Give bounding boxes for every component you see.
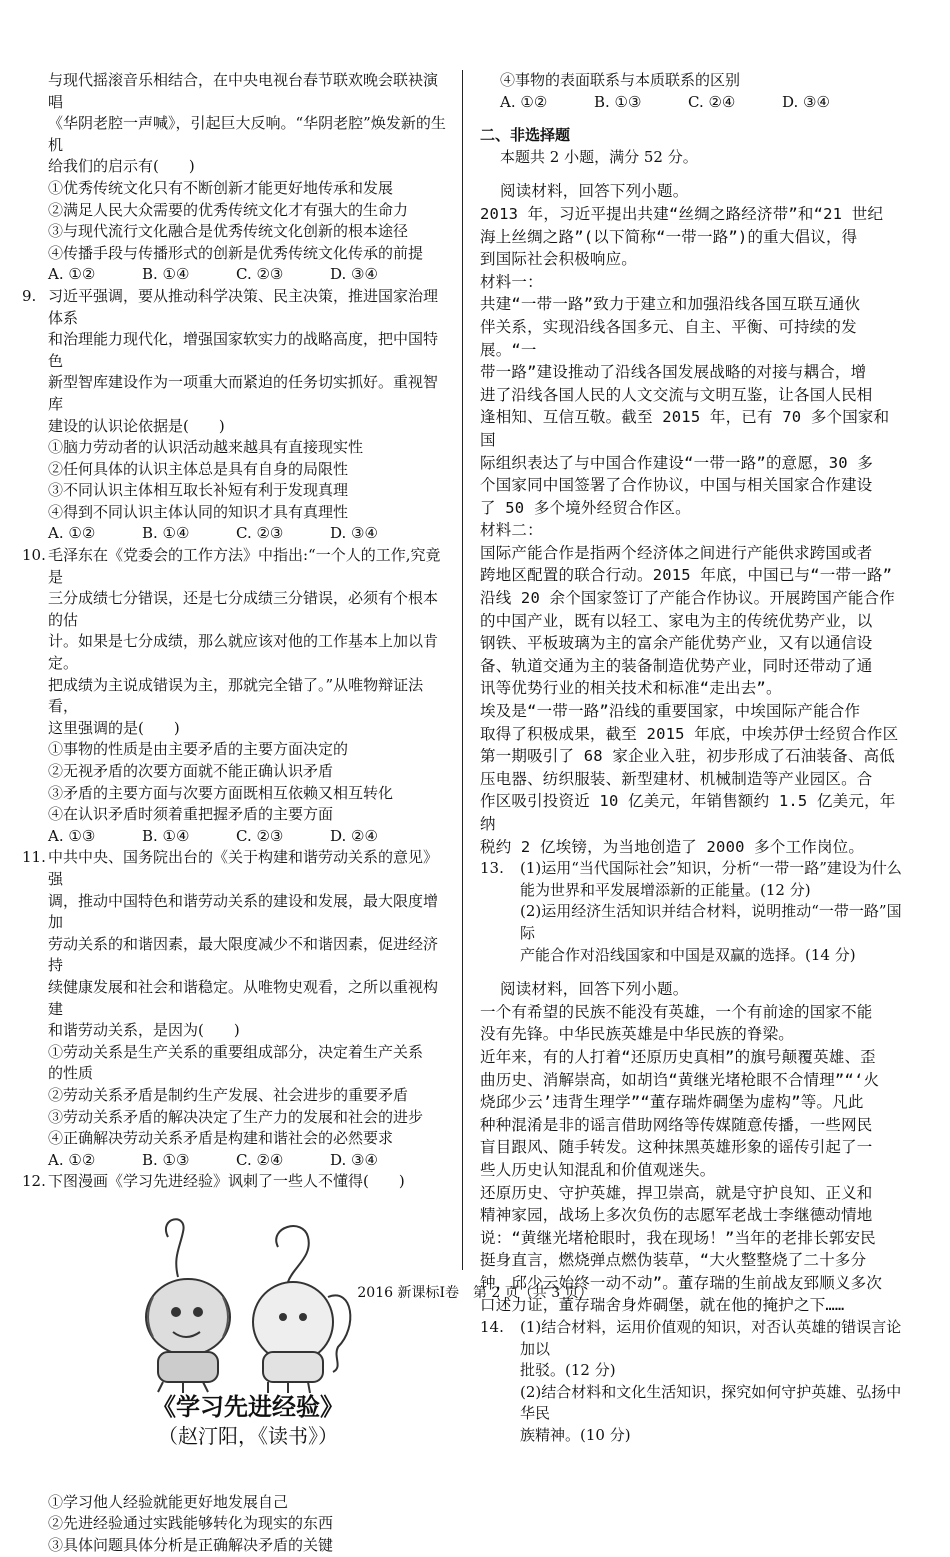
intro-line: 到国际社会积极响应。 <box>480 250 638 269</box>
q10-option: ③矛盾的主要方面与次要方面既相互依赖又相互转化 <box>48 783 394 802</box>
q12-option: ②先进经验通过实践能够转化为现实的东西 <box>48 1514 334 1533</box>
choice-a: A. ①③ <box>48 826 96 845</box>
q11-choices <box>28 1150 448 1172</box>
material-line: 国际产能合作是指两个经济体之间进行产能供求跨国或者 <box>480 543 873 562</box>
question-number: 12. <box>22 1172 46 1191</box>
q13-part2-line: 产能合作对沿线国家和中国是双赢的选择。(14 分) <box>520 945 856 964</box>
choice-d: D. ②④ <box>330 826 378 845</box>
material-line: 进了沿线各国人民的人文交流与文明互鉴，让各国人民相 <box>480 385 873 404</box>
reading-instruction: 阅读材料，回答下列小题。 <box>500 980 689 999</box>
material-line: 际组织表达了与中国合作建设“一带一路”的意愿，30 多 <box>480 453 874 472</box>
q11-option: ①劳动关系是生产关系的重要组成部分，决定着生产关系 <box>48 1042 424 1061</box>
q8-option: ④传播手段与传播形式的创新是优秀传统文化传承的前提 <box>48 243 424 262</box>
q8-stem-line: 给我们的启示有( ) <box>48 157 195 176</box>
cartoon-subtitle: （赵汀阳，《读书》） <box>158 1424 338 1449</box>
q9-stem-line: 建设的认识论依据是( ) <box>48 416 225 435</box>
choice-a: A. ①② <box>48 1150 96 1169</box>
q8-option: ②满足人民大众需要的优秀传统文化才有强大的生命力 <box>48 200 409 219</box>
material-line: 压电器、纺织服装、新型建材、机械制造等产业园区。合 <box>480 769 873 788</box>
q8-option: ①优秀传统文化只有不断创新才能更好地传承和发展 <box>48 178 394 197</box>
material-line: 备、轨道交通为主的装备制造优势产业，同时还带动了通 <box>480 656 873 675</box>
q10-choices <box>28 826 448 848</box>
choice-d: D. ③④ <box>782 92 830 111</box>
material-line: 种种混淆是非的谣言借助网络等传媒随意传播，一些网民 <box>480 1115 873 1134</box>
choice-b: B. ①④ <box>142 826 190 845</box>
material-line: 挺身直言，燃烧弹点燃伪装草，“大火整整烧了二十多分 <box>480 1251 867 1270</box>
section-description: 本题共 2 小题，满分 52 分。 <box>500 147 698 166</box>
q10-stem-line: 毛泽东在《党委会的工作方法》中指出:“一个人的工作,究竟是 <box>48 546 441 586</box>
q10-option: ①事物的性质是由主要矛盾的主要方面决定的 <box>48 740 349 759</box>
q12-option: ①学习他人经验就能更好地发展自己 <box>48 1492 289 1511</box>
q14-part2-line: 族精神。(10 分) <box>520 1426 631 1445</box>
choice-a: A. ①② <box>500 92 548 111</box>
material-line: 逢相知、互信互敬。截至 2015 年，已有 70 多个国家和国 <box>480 408 890 449</box>
material-line: 钟，邱少云始终一动不动”。董存瑞的生前战友郅顺义多次 <box>480 1273 883 1292</box>
material-line: 伴关系，实现沿线各国多元、自主、平衡、可持续的发展。“一 <box>480 317 857 359</box>
material-line: 烧邱少云’违背生理学”“董存瑞炸碉堡为虚构”等。凡此 <box>480 1093 864 1112</box>
q9-choices <box>28 523 448 545</box>
q11-option: ③劳动关系矛盾的解决决定了生产力的发展和社会的进步 <box>48 1107 424 1126</box>
question-12 <box>22 1171 448 1193</box>
q10-stem-line: 三分成绩七分错误，还是七分成绩三分错误，必须有个根本的估 <box>48 589 439 629</box>
question-11 <box>22 847 448 1149</box>
cartoon-title: 《学习先进经验》 <box>152 1392 344 1421</box>
material-line: 了 50 多个境外经贸合作区。 <box>480 498 691 517</box>
q13-part1-line: (1)运用“当代国际社会”知识，分析“一带一路”建设为什么 <box>520 859 902 878</box>
question-9 <box>22 286 448 524</box>
q9-option: ①脑力劳动者的认识活动越来越具有直接现实性 <box>48 438 364 457</box>
q8-stem-line: 与现代摇滚音乐相结合，在中央电视台春节联欢晚会联袂演唱 <box>48 71 439 111</box>
question-13 <box>480 858 905 966</box>
q11-stem-line: 续健康发展和社会和谐稳定。从唯物史观看，之所以重视构建 <box>48 977 439 1018</box>
choice-d: D. ③④ <box>330 1150 378 1169</box>
column-divider <box>462 70 463 1270</box>
q12-option: ④事物的表面联系与本质联系的区别 <box>500 71 741 89</box>
choice-c: C. ②③ <box>236 265 284 284</box>
choice-c: C. ②④ <box>236 1150 284 1169</box>
q9-option: ③不同认识主体相互取长补短有利于发现真理 <box>48 481 349 500</box>
left-column <box>22 70 448 1557</box>
material-line: 取得了积极成果，截至 2015 年底，中埃苏伊士经贸合作区 <box>480 724 899 743</box>
material-line: 沿线 20 余个国家签订了产能合作协议。开展跨国产能合作 <box>480 589 895 608</box>
section-title: 二、非选择题 <box>480 126 571 145</box>
material-line: 埃及是“一带一路”沿线的重要国家，中埃国际产能合作 <box>480 702 861 721</box>
intro-line: 海上丝绸之路”(以下简称“一带一路”)的重大倡议，得 <box>480 227 858 246</box>
q11-option: 的性质 <box>48 1064 94 1083</box>
q11-stem-line: 中共中央、国务院出台的《关于构建和谐劳动关系的意见》强 <box>48 848 439 888</box>
material-group-2 <box>480 978 905 1317</box>
choice-d: D. ③④ <box>330 524 378 543</box>
q9-stem-line: 新型智库建设作为一项重大而紧迫的任务切实抓好。重视智库 <box>48 373 439 413</box>
q9-stem-line: 和治理能力现代化，增强国家软实力的战略高度，把中国特色 <box>48 330 439 370</box>
question-number: 11. <box>22 848 46 867</box>
q14-part2-line: (2)结合材料和文化生活知识，探究如何守护英雄、弘扬中华民 <box>520 1382 902 1423</box>
material-line: 第一期吸引了 68 家企业入驻，初步形成了石油装备、高低 <box>480 747 895 766</box>
q12-option: ③具体问题具体分析是正确解决矛盾的关键 <box>48 1536 334 1555</box>
choice-b: B. ①③ <box>594 92 642 111</box>
material-line: 曲历史、消解崇高，如胡诌“黄继光堵枪眼不合情理”“‘火 <box>480 1070 880 1089</box>
choice-b: B. ①③ <box>142 1150 190 1169</box>
question-number: 9. <box>22 286 37 305</box>
material-line: 作区吸引投资近 10 亿美元，年销售额约 1.5 亿美元，年纳 <box>480 792 896 833</box>
question-8 <box>28 70 448 286</box>
question-number: 10. <box>22 546 46 565</box>
q10-stem-line: 这里强调的是( ) <box>48 718 180 737</box>
q12-options <box>28 1492 448 1557</box>
q11-stem-line: 和谐劳动关系，是因为( ) <box>48 1021 240 1040</box>
material-line: 个国家同中国签署了合作协议，中国与相关国家合作建设 <box>480 476 873 495</box>
choice-c: C. ②④ <box>688 92 736 111</box>
choice-b: B. ①④ <box>142 265 190 284</box>
material-group-1 <box>480 180 905 858</box>
material-label: 材料一： <box>480 272 543 291</box>
q9-stem-line: 习近平强调，要从推动科学决策、民主决策，推进国家治理体系 <box>48 286 439 327</box>
material-line: 没有先锋。中华民族英雄是中华民族的脊梁。 <box>480 1025 795 1044</box>
q14-part1-line: (1)结合材料，运用价值观的知识，对否认英雄的错误言论加以 <box>520 1318 902 1358</box>
material-line: 跨地区配置的联合行动。2015 年底，中国已与“一带一路” <box>480 566 893 585</box>
material-line: 税约 2 亿埃镑，为当地创造了 2000 多个工作岗位。 <box>480 837 865 856</box>
q12-stem: 下图漫画《学习先进经验》讽刺了一些人不懂得( ) <box>48 1172 405 1191</box>
q11-stem-line: 调，推动中国特色和谐劳动关系的建设和发展，最大限度增加 <box>48 891 439 932</box>
material-line: 的中国产业，既有以轻工、家电为主的传统优势产业，以 <box>480 611 873 630</box>
question-10 <box>22 545 448 826</box>
material-line: 精神家园，战场上多次负伤的志愿军老战士李继德动情地 <box>480 1206 873 1225</box>
question-number: 14. <box>480 1318 504 1337</box>
page-footer: 2016 新课标Ⅰ卷 第 2 页（共 3 页） <box>357 1285 593 1301</box>
choice-b: B. ①④ <box>142 524 190 543</box>
material-line: 一个有希望的民族不能没有英雄，一个有前途的国家不能 <box>480 1002 873 1021</box>
q14-part1-line: 批驳。(12 分) <box>520 1361 616 1380</box>
material-line: 带一路”建设推动了沿线各国发展战略的对接与耦合，增 <box>480 363 867 382</box>
material-line: 还原历史、守护英雄，捍卫崇高，就是守护良知、正义和 <box>480 1183 873 1202</box>
choice-c: C. ②③ <box>236 524 284 543</box>
choice-c: C. ②③ <box>236 826 284 845</box>
question-14 <box>480 1317 905 1447</box>
q10-option: ②无视矛盾的次要方面就不能正确认识矛盾 <box>48 762 334 780</box>
q11-stem-line: 劳动关系的和谐因素，最大限度减少不和谐因素，促进经济持 <box>48 934 439 975</box>
material-line: 口述力证，董存瑞舍身炸碉堡，就在他的掩护之下…… <box>480 1296 845 1315</box>
q13-part2-line: (2)运用经济生活知识并结合材料，说明推动“一带一路”国际 <box>520 902 902 942</box>
q11-option: ②劳动关系矛盾是制约生产发展、社会进步的重要矛盾 <box>48 1085 409 1104</box>
choice-a: A. ①② <box>48 524 96 543</box>
question-number: 13. <box>480 859 504 878</box>
material-line: 共建“一带一路”致力于建立和加强沿线各国互联互通伙 <box>480 295 861 314</box>
q13-part1-line: 能为世界和平发展增添新的正能量。(12 分) <box>520 880 811 899</box>
material-line: 说：“黄继光堵枪眼时，我在现场！”当年的老排长郭安民 <box>480 1228 876 1247</box>
q8-choices <box>28 264 448 286</box>
q12-choices <box>480 92 905 114</box>
material-line: 些人历史认知混乱和价值观迷失。 <box>480 1160 716 1179</box>
q10-option: ④在认识矛盾时须着重把握矛盾的主要方面 <box>48 805 334 824</box>
q10-stem-line: 把成绩为主说成错误为主，那就完全错了。”从唯物辩证法看， <box>48 675 424 716</box>
q8-option: ③与现代流行文化融合是优秀传统文化创新的根本途径 <box>48 222 409 241</box>
right-column <box>480 70 905 1447</box>
choice-d: D. ③④ <box>330 265 378 284</box>
q9-option: ④得到不同认识主体认同的知识才具有真理性 <box>48 502 349 521</box>
cartoon-image <box>128 1207 368 1482</box>
material-line: 盲目跟风、随手转发。这种抹黑英雄形象的谣传引起了一 <box>480 1138 873 1157</box>
reading-instruction: 阅读材料，回答下列小题。 <box>500 182 689 201</box>
q11-option: ④正确解决劳动关系矛盾是构建和谐社会的必然要求 <box>48 1129 394 1148</box>
choice-a: A. ①② <box>48 265 96 284</box>
material-line: 钢铁、平板玻璃为主的富余产能优势产业，又有以通信设 <box>480 634 873 653</box>
q10-stem-line: 计。如果是七分成绩，那么就应该对他的工作基本上加以肯定。 <box>48 632 439 673</box>
q9-option: ②任何具体的认识主体总是具有自身的局限性 <box>48 459 349 478</box>
material-label: 材料二： <box>480 521 543 540</box>
intro-line: 2013 年，习近平提出共建“丝绸之路经济带”和“21 世纪 <box>480 204 884 223</box>
material-line: 讯等优势行业的相关技术和标准“走出去”。 <box>480 679 782 698</box>
material-line: 近年来，有的人打着“还原历史真相”的旗号颠覆英雄、歪 <box>480 1047 876 1066</box>
q8-stem-line: 《华阴老腔一声喊》，引起巨大反响。“华阴老腔”焕发新的生机 <box>48 114 446 154</box>
